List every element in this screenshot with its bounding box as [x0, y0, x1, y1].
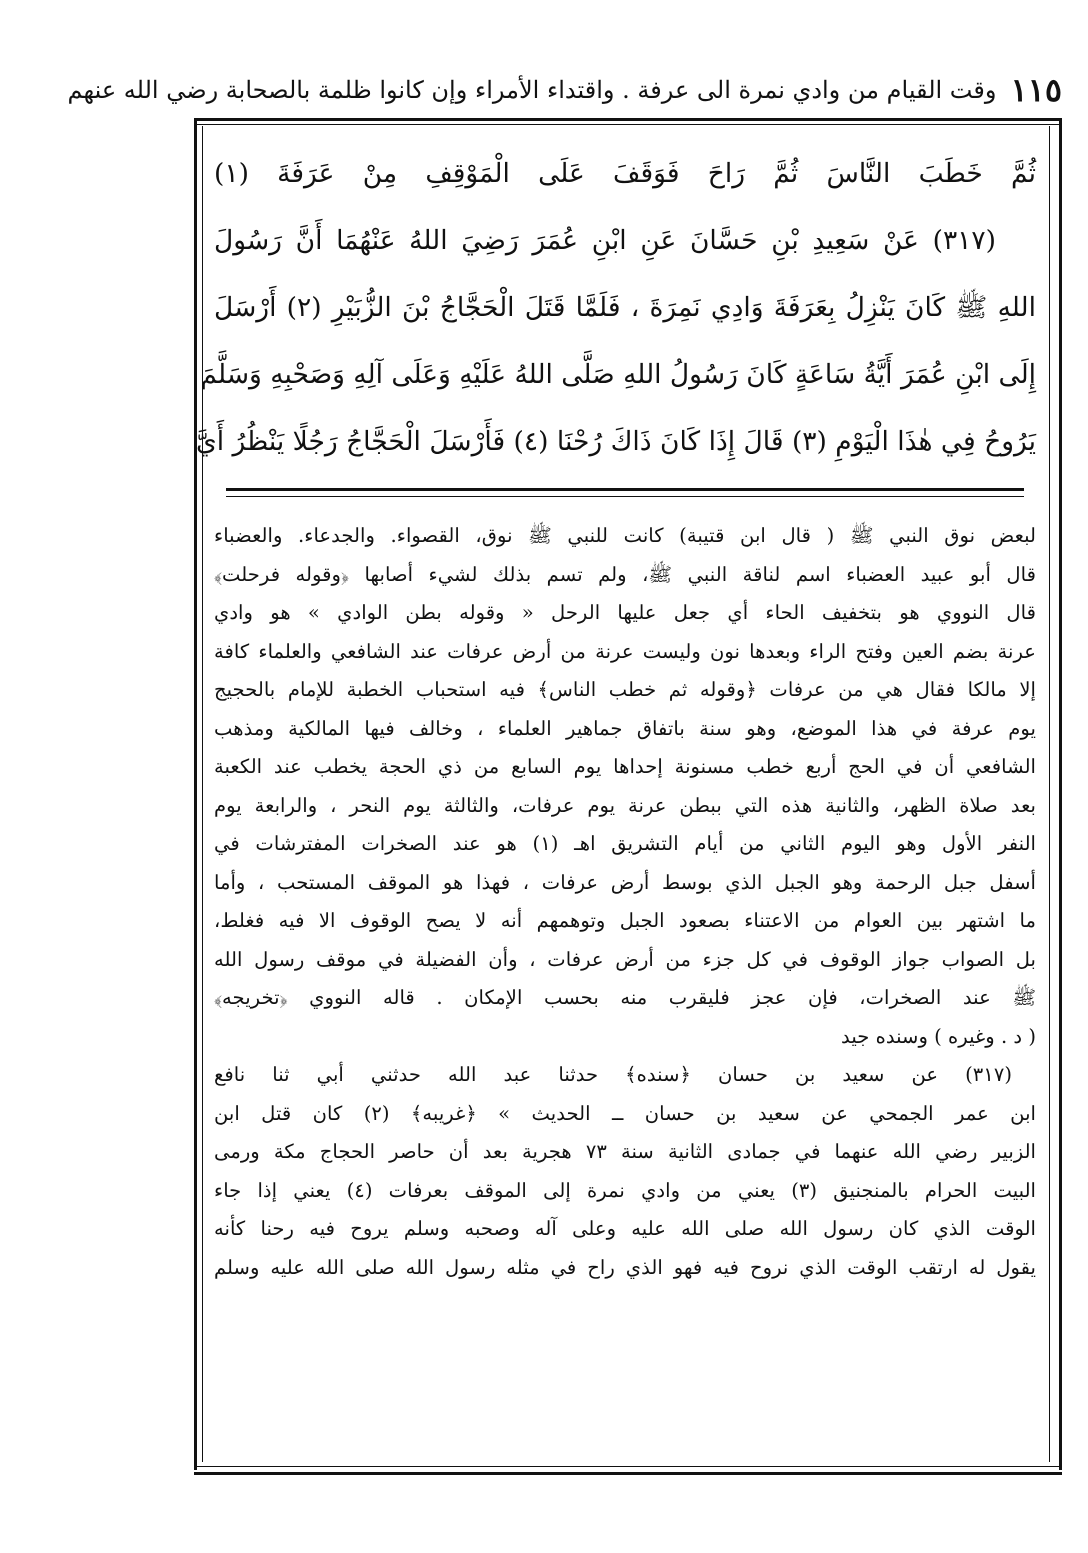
hadith-text: [195, 140, 1036, 475]
section-divider: [226, 488, 1024, 491]
commentary-line: ما اشتهر بين العوام من الاعتناء بصعود الجبل وتوهمهم أنه لا يصح الوقوف الا فيه فغلط،: [214, 909, 1036, 932]
section-divider-thin: [226, 496, 1024, 497]
hadith-line: (٣١٧) عَنْ سَعِيدِ بْنِ حَسَّانَ عَنِ ابْنِ عُمَرَ رَضِيَ اللهُ عَنْهُمَا أَنَّ رَسُولَ: [214, 225, 996, 256]
hadith-line: اللهِ ﷺ كَانَ يَنْزِلُ بِعَرَفَةَ وَادِي نَمِرَةَ ، فَلَمَّا قَتَلَ الْحَجَّاجُ بْنَ الزُّبَيْرِ (٢) أَرْسَلَ: [214, 292, 1036, 323]
commentary-line: (٣١٧) عن سعيد بن حسان ﴿سنده﴾ حدثنا عبد الله حدثني أبي ثنا نافع: [214, 1063, 1012, 1086]
frame-bottom-rule: [194, 1472, 1062, 1475]
hadith-line: إِلَى ابْنِ عُمَرَ أَيَّةُ سَاعَةٍ كَانَ رَسُولُ اللهِ صَلَّى اللهُ عَلَيْهِ وَعَلَى آلِهِ وَصَحْبِهِ وَسَلَّمَ: [200, 359, 1036, 390]
hadith-line: يَرُوحُ فِي هٰذَا الْيَوْمِ (٣) قَالَ إِذَا كَانَ ذَاكَ رُحْنَا (٤) فَأَرْسَلَ الْحَجَّاجُ رَجُلًا يَنْظُرُ أَيَّ: [195, 426, 1036, 457]
page-number: ١١٥: [1010, 71, 1062, 109]
commentary-line: قال أبو عبيد العضباء اسم لناقة النبي ﷺ، ولم تسم بذلك لشيء أصابها ﴿وقوله فرحلت﴾: [214, 562, 1036, 586]
commentary-text: [214, 517, 1036, 1287]
commentary-line: الزبير رضي الله عنهما في جمادى الثانية سنة ٧٣ هجرية بعد أن حاصر الحجاج مكة ورمى: [214, 1140, 1036, 1163]
commentary-line: البيت الحرام بالمنجنيق (٣) يعني من وادي نمرة إلى الموقف بعرفات (٤) يعني إذا جاء: [214, 1178, 1036, 1202]
commentary-line: بل الصواب جواز الوقوف في كل جزء من أرض عرفات ، وأن الفضيلة في موقف رسول الله: [214, 947, 1036, 971]
commentary-line: يوم عرفة في هذا الموضع، وهو سنة باتفاق جماهير العلماء ، وخالف فيها المالكية ومذهب: [214, 716, 1036, 740]
commentary-line: الوقت الذي كان رسول الله صلى الله عليه وعلى آله وصحبه وسلم يروح فيه رحنا كأنه: [214, 1217, 1036, 1240]
commentary-line: الشافعي أن في الحج أربع خطب مسنونة إحداها يوم السابع من ذي الحجة يخطب عند الكعبة: [214, 755, 1036, 778]
commentary-line: النفر الأول وهو اليوم الثاني من أيام التشريق اهـ (١) هو عند الصخرات المفترشات في: [214, 832, 1036, 855]
commentary-line: يقول له ارتقب الوقت الذي نروح فيه فهو الذي راح في مثله رسول الله صلى الله عليه وسلم: [214, 1255, 1036, 1279]
frame-bottom-rule-thin: [194, 1466, 1062, 1467]
hadith-line: ثُمَّ خَطَبَ النَّاسَ ثُمَّ رَاحَ فَوَقَفَ عَلَى الْمَوْقِفِ مِنْ عَرَفَةَ (١): [214, 158, 1036, 189]
commentary-line: ﷺ عند الصخرات، فإن عجز فليقرب منه بحسب الإمكان . قاله النووي ﴿تخريجه﴾: [214, 986, 1036, 1009]
running-title: وقت القيام من وادي نمرة الى عرفة . واقتداء الأمراء وإن كانوا ظلمة بالصحابة رضي الله عنهم: [67, 76, 997, 104]
commentary-line: إلا مالكا فقال هي من عرفات ﴿وقوله ثم خطب الناس﴾ فيه استحباب الخطبة للإمام بالحجيج: [214, 678, 1036, 701]
commentary-line: قال النووي هو بتخفيف الحاء أي جعل عليها الرحل « وقوله بطن الوادي » هو وادي: [214, 601, 1036, 624]
commentary-line: ابن عمر الجمحي عن سعيد بن حسان ــ الحديث » ﴿غريبه﴾ (٢) كان قتل ابن: [214, 1101, 1036, 1125]
page-header: [67, 70, 1062, 110]
commentary-line: ( د . وغيره ) وسنده جيد: [841, 1024, 1036, 1048]
commentary-line: لبعض نوق النبي ﷺ ( قال ابن قتيبة) كانت للنبي ﷺ نوق، القصواء. والجدعاء. والعضباء: [214, 524, 1036, 547]
commentary-line: عرنة بضم العين وفتح الراء وبعدها نون وليست عرنة من أرض عرفات عند الشافعي والعلماء كافة: [214, 639, 1036, 663]
commentary-line: أسفل جبل الرحمة وهو الجبل الذي بوسط أرض عرفات ، فهذا هو الموقف المستحب ، وأما: [214, 870, 1036, 894]
commentary-line: بعد صلاة الظهر، والثانية هذه التي ببطن عرنة يوم عرفات، والثالثة يوم النحر ، والرابعة يوم: [214, 793, 1036, 817]
